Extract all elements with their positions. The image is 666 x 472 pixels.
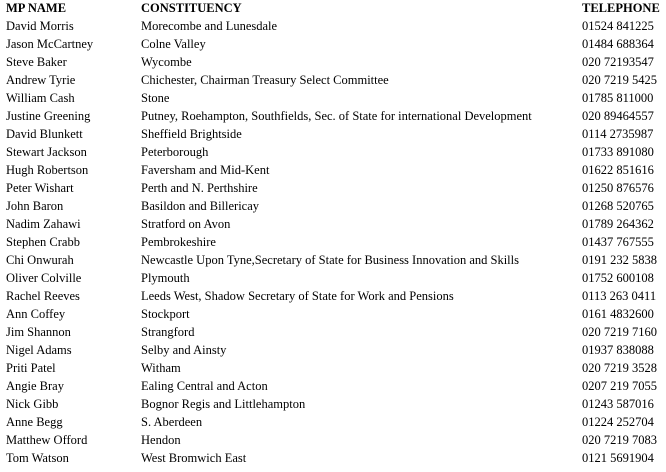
mp-name-cell: Steve Baker [6,55,67,69]
table-row [0,287,666,305]
telephone-cell: 020 7219 7160 [582,325,657,339]
mp-name-cell: Stephen Crabb [6,235,80,249]
constituency-cell: Pembrokeshire [141,235,216,249]
telephone-cell: 01437 767555 [582,235,654,249]
telephone-cell: 01733 891080 [582,145,654,159]
constituency-cell: Plymouth [141,271,190,285]
mp-name-cell: Ann Coffey [6,307,66,321]
table-row [0,233,666,251]
mp-name-cell: Matthew Offord [6,433,88,447]
table-row [0,359,666,377]
mp-name-cell: Hugh Robertson [6,163,89,177]
constituency-cell: Strangford [141,325,195,339]
constituency-cell: Ealing Central and Acton [141,379,268,393]
table-row [0,71,666,89]
table-row [0,53,666,71]
table-row [0,269,666,287]
mp-name-cell: Jason McCartney [6,37,94,51]
constituency-cell: Peterborough [141,145,209,159]
constituency-cell: Selby and Ainsty [141,343,227,357]
mp-name-cell: Nick Gibb [6,397,59,411]
table-row [0,341,666,359]
table-row [0,305,666,323]
table-row [0,431,666,449]
telephone-cell: 01484 688364 [582,37,654,51]
telephone-cell: 0121 5691904 [582,451,654,465]
constituency-cell: Colne Valley [141,37,206,51]
telephone-cell: 01752 600108 [582,271,654,285]
mp-name-cell: William Cash [6,91,75,105]
mp-name-cell: Jim Shannon [6,325,71,339]
constituency-cell: Sheffield Brightside [141,127,242,141]
constituency-cell: Wycombe [141,55,192,69]
mp-name-cell: Stewart Jackson [6,145,87,159]
constituency-cell: Putney, Roehampton, Southfields, Sec. of State for international Development [141,109,532,123]
telephone-cell: 0207 219 7055 [582,379,657,393]
table-row [0,179,666,197]
constituency-cell: Stratford on Avon [141,217,231,231]
table-row [0,17,666,35]
mp-name-cell: Nigel Adams [6,343,72,357]
constituency-cell: Stone [141,91,170,105]
constituency-cell: Basildon and Billericay [141,199,260,213]
mp-name-cell: Anne Begg [6,415,63,429]
telephone-cell: 020 89464557 [582,109,654,123]
telephone-cell: 020 72193547 [582,55,654,69]
constituency-cell: Hendon [141,433,181,447]
telephone-cell: 01622 851616 [582,163,654,177]
constituency-cell: Newcastle Upon Tyne,Secretary of State for Business Innovation and Skills [141,253,519,267]
table-row [0,377,666,395]
telephone-cell: 01785 811000 [582,91,654,105]
telephone-cell: 0114 2735987 [582,127,654,141]
table-row [0,143,666,161]
constituency-cell: S. Aberdeen [141,415,203,429]
telephone-cell: 01243 587016 [582,397,654,411]
telephone-cell: 0161 4832600 [582,307,654,321]
mp-name-cell: Angie Bray [6,379,64,393]
constituency-cell: Morecombe and Lunesdale [141,19,278,33]
telephone-cell: 01524 841225 [582,19,654,33]
telephone-cell: 01789 264362 [582,217,654,231]
mp-name-cell: Andrew Tyrie [6,73,76,87]
table-row [0,251,666,269]
constituency-cell: Bognor Regis and Littlehampton [141,397,306,411]
mp-name-cell: Peter Wishart [6,181,74,195]
table-row [0,215,666,233]
constituency-cell: Stockport [141,307,190,321]
table-row [0,107,666,125]
telephone-cell: 020 7219 5425 [582,73,657,87]
table-body [0,17,666,467]
table-row [0,395,666,413]
header-telephone: TELEPHONE [582,1,660,15]
mp-name-cell: Nadim Zahawi [6,217,81,231]
header-constituency: CONSTITUENCY [141,1,242,15]
table-row [0,323,666,341]
header-row [0,0,666,17]
constituency-cell: Leeds West, Shadow Secretary of State for Work and Pensions [141,289,454,303]
mp-name-cell: Chi Onwurah [6,253,74,267]
mp-name-cell: Tom Watson [6,451,69,465]
header-mp-name: MP NAME [6,1,67,15]
table-row [0,449,666,467]
constituency-cell: Witham [141,361,181,375]
table-row [0,89,666,107]
mp-name-cell: John Baron [6,199,64,213]
table-row [0,125,666,143]
table-row [0,413,666,431]
telephone-cell: 01268 520765 [582,199,654,213]
mp-name-cell: David Morris [6,19,74,33]
telephone-cell: 01250 876576 [582,181,654,195]
mp-name-cell: David Blunkett [6,127,83,141]
mp-name-cell: Rachel Reeves [6,289,80,303]
table-row [0,161,666,179]
constituency-cell: West Bromwich East [141,451,247,465]
mp-name-cell: Priti Patel [6,361,56,375]
telephone-cell: 0191 232 5838 [582,253,657,267]
mp-name-cell: Justine Greening [6,109,91,123]
constituency-cell: Faversham and Mid-Kent [141,163,270,177]
mp-name-cell: Oliver Colville [6,271,82,285]
telephone-cell: 0113 263 0411 [582,289,657,303]
table-row [0,35,666,53]
telephone-cell: 020 7219 3528 [582,361,657,375]
telephone-cell: 01224 252704 [582,415,654,429]
table-row [0,197,666,215]
constituency-cell: Perth and N. Perthshire [141,181,258,195]
telephone-cell: 020 7219 7083 [582,433,657,447]
constituency-cell: Chichester, Chairman Treasury Select Committee [141,73,389,87]
telephone-cell: 01937 838088 [582,343,654,357]
